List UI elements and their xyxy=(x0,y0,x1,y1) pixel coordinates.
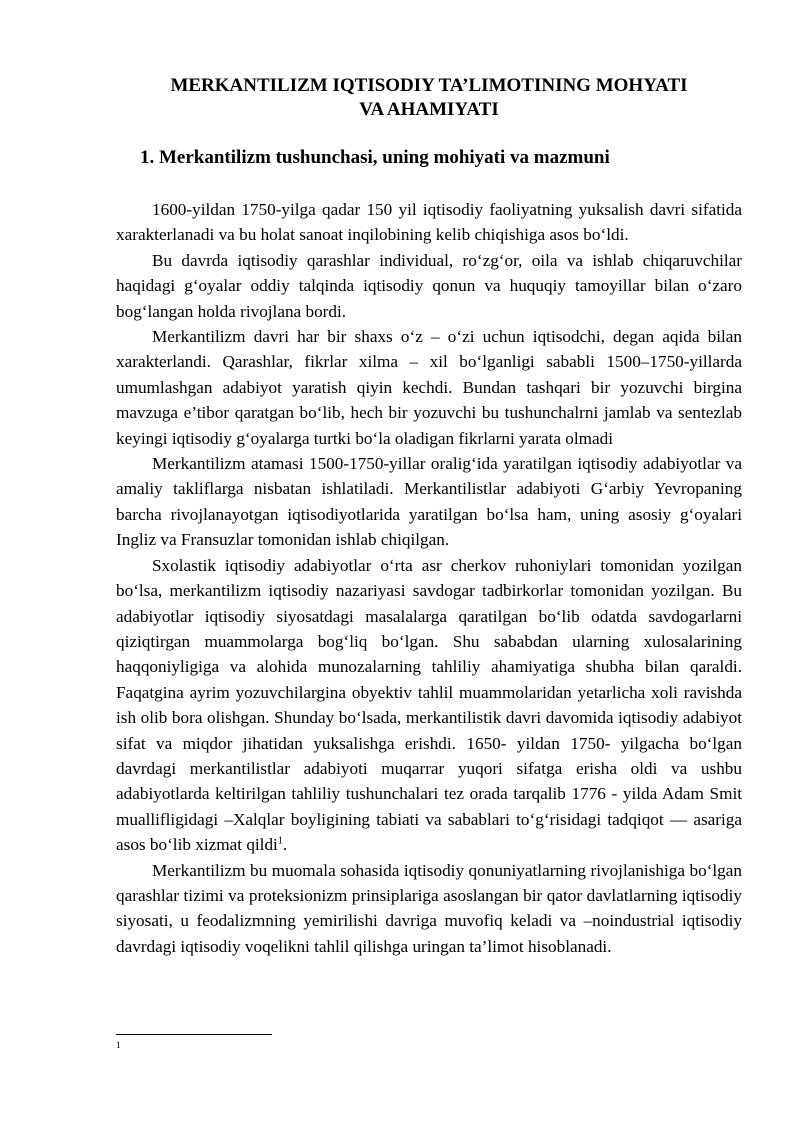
document-title xyxy=(116,74,742,122)
paragraph-5 xyxy=(116,553,742,858)
paragraph-3: Merkantilizm davri har bir shaxs o‘z – o‘zi uchun iqtisodchi, degan aqida bilan xarakterlandi. Qarashlar, fikrlar xilma – xil bo‘lganligi sababli 1500–1750-yillarda umumlashgan adabiyot yaratish qiyin kechdi. Bundan tashqari bir yozuvchi birgina mavzuga e’tibor qaratgan bo‘lib, hech bir yozuvchi bu tushunchalrni jamlab va sentezlab keyingi iqtisodiy g‘oyalarga turtki bo‘la oladigan fikrlarni yarata olmadi xyxy=(116,327,742,448)
title-line-1: MERKANTILIZM IQTISODIY TA’LIMOTINING MOHYATI xyxy=(170,75,688,96)
paragraph-2: Bu davrda iqtisodiy qarashlar individual, ro‘zg‘or, oila va ishlab chiqaruvchilar haqidagi g‘oyalar oddiy talqinda iqtisodiy qonun va huquqiy tamoyillar bilan o‘zaro bog‘langan holda rivojlana bordi. xyxy=(116,250,742,321)
body-text xyxy=(116,197,742,959)
paragraph-1: 1600-yildan 1750-yilga qadar 150 yil iqtisodiy faoliyatning yuksalish davri sifatida xarakterlanadi va bu holat sanoat inqilobining kelib chiqishiga asos bo‘ldi. xyxy=(116,200,742,245)
paragraph-6: Merkantilizm bu muomala sohasida iqtisodiy qonuniyatlarning rivojlanishiga bo‘lgan qarashlar tizimi va proteksionizm prinsiplariga asoslangan bir qator davlatlarning iqtisodiy siyosati, u feodalizmning yemirilishi davriga muvofiq keladi va –noindustrial iqtisodiy davrdagi iqtisodiy voqelikni tahlil qilishga uringan ta’limot hisoblanadi. xyxy=(116,860,742,956)
document-page xyxy=(116,74,742,959)
title-line-2: VA AHAMIYATI xyxy=(359,99,499,120)
footnote-number: 1 xyxy=(116,1040,121,1050)
paragraph-4: Merkantilizm atamasi 1500-1750-yillar oralig‘ida yaratilgan iqtisodiy adabiyotlar va amaliy takliflarga nisbatan ishlatiladi. Merkantilistlar adabiyoti G‘arbiy Yevropaning barcha rivojlanayotgan iqtisodiyotlarida yaratilgan bo‘lsa ham, uning asosiy g‘oyalari Ingliz va Fransuzlar tomonidan ishlab chiqilgan. xyxy=(116,454,742,550)
paragraph-5-text: Sxolastik iqtisodiy adabiyotlar o‘rta asr cherkov ruhoniylari tomonidan yozilgan bo‘lsa, merkantilizm iqtisodiy nazariyasi savdogar tadbirkorlar tomonidan yozilgan. Bu adabiyotlar iqtisodiy siyosatdagi masalalarga qaratilgan bo‘lib odatda savdogarlarni qiziqtirgan muammolarga bog‘liq bo‘lgan. Shu sababdan ularning xulosalarining haqqoniyligiga va alohida munozalarning tahliliy ahamiyatiga shubha bilan qaraldi. Faqatgina ayrim yozuvchilargina obyektiv tahlil muammolaridan yetarlicha xoli ravishda ish olib bora olishgan. Shunday bo‘lsada, merkantilistik davri davomida iqtisodiy adabiyot sifat va miqdor jihatidan yuksalishga erishdi. 1650- yildan 1750- yilgacha bo‘lgan davrdagi merkantilistlar adabiyoti muqarrar yuqori sifatga erisha oldi va ushbu adabiyotlarda keltirilgan tahliliy tushunchalari tez orada tarqalib 1776 - yilda Adam Smit muallifligidagi –Xalqlar boyligining tabiati va sabablari to‘g‘risidagi tadqiqot — asariga asos bo‘lib xizmat qildi xyxy=(116,555,742,855)
section-heading: 1. Merkantilizm tushunchasi, uning mohiyati va mazmuni xyxy=(140,147,610,168)
footnote-separator xyxy=(116,1034,272,1035)
paragraph-5-end: . xyxy=(282,835,288,855)
footnote-reference[interactable]: 1 xyxy=(277,835,283,847)
